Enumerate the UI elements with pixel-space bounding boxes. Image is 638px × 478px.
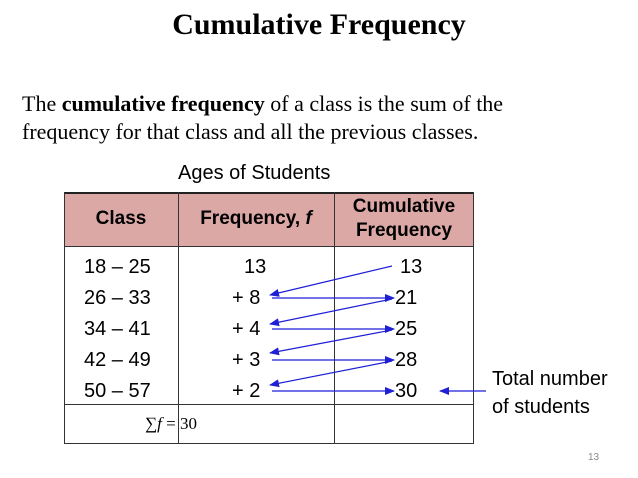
sum-value: = 30 xyxy=(161,414,197,433)
intro-text-a: The xyxy=(22,91,62,116)
row-2-cumulative: 21 xyxy=(395,287,418,309)
row-1-frequency: 13 xyxy=(244,256,267,278)
slide-title: Cumulative Frequency xyxy=(172,8,466,41)
row-5-cumulative: 30 xyxy=(395,380,418,402)
arrow-13-to-plus8 xyxy=(270,266,392,295)
table-caption: Ages of Students xyxy=(178,162,331,184)
sum-variable: f xyxy=(157,414,162,433)
intro-text-b: of a class is the sum of the xyxy=(264,91,504,116)
row-4-frequency: + 3 xyxy=(232,349,261,371)
row-3-frequency: + 4 xyxy=(232,318,261,340)
header-frequency-symbol: f xyxy=(305,208,312,229)
page-number: 13 xyxy=(588,452,600,463)
note-line-2: of students xyxy=(492,396,590,418)
row-2-class: 26 – 33 xyxy=(84,287,151,309)
total-students-note xyxy=(492,365,608,421)
sum-symbol: ∑ xyxy=(145,414,158,433)
note-line-1: Total number xyxy=(492,368,608,390)
intro-line-2: frequency for that class and all the previous classes. xyxy=(22,119,479,144)
row-5-class: 50 – 57 xyxy=(84,380,151,402)
row-3-cumulative: 25 xyxy=(395,318,418,340)
header-cumulative-line2: Frequency xyxy=(355,220,453,241)
row-2-frequency: + 8 xyxy=(232,287,261,309)
header-cumulative-line1: Cumulative xyxy=(352,196,456,217)
row-1-cumulative: 13 xyxy=(400,256,423,278)
row-5-frequency: + 2 xyxy=(232,380,261,402)
arrow-21-to-plus4 xyxy=(270,299,392,324)
row-1-class: 18 – 25 xyxy=(84,256,151,278)
row-3-class: 34 – 41 xyxy=(84,318,151,340)
header-class: Class xyxy=(95,208,147,229)
header-frequency-label: Frequency, xyxy=(200,208,301,229)
row-4-cumulative: 28 xyxy=(395,349,418,371)
intro-bold-term: cumulative frequency xyxy=(61,91,265,116)
arrow-28-to-plus2 xyxy=(270,361,392,385)
arrow-25-to-plus3 xyxy=(270,330,392,353)
row-4-class: 42 – 49 xyxy=(84,349,151,371)
